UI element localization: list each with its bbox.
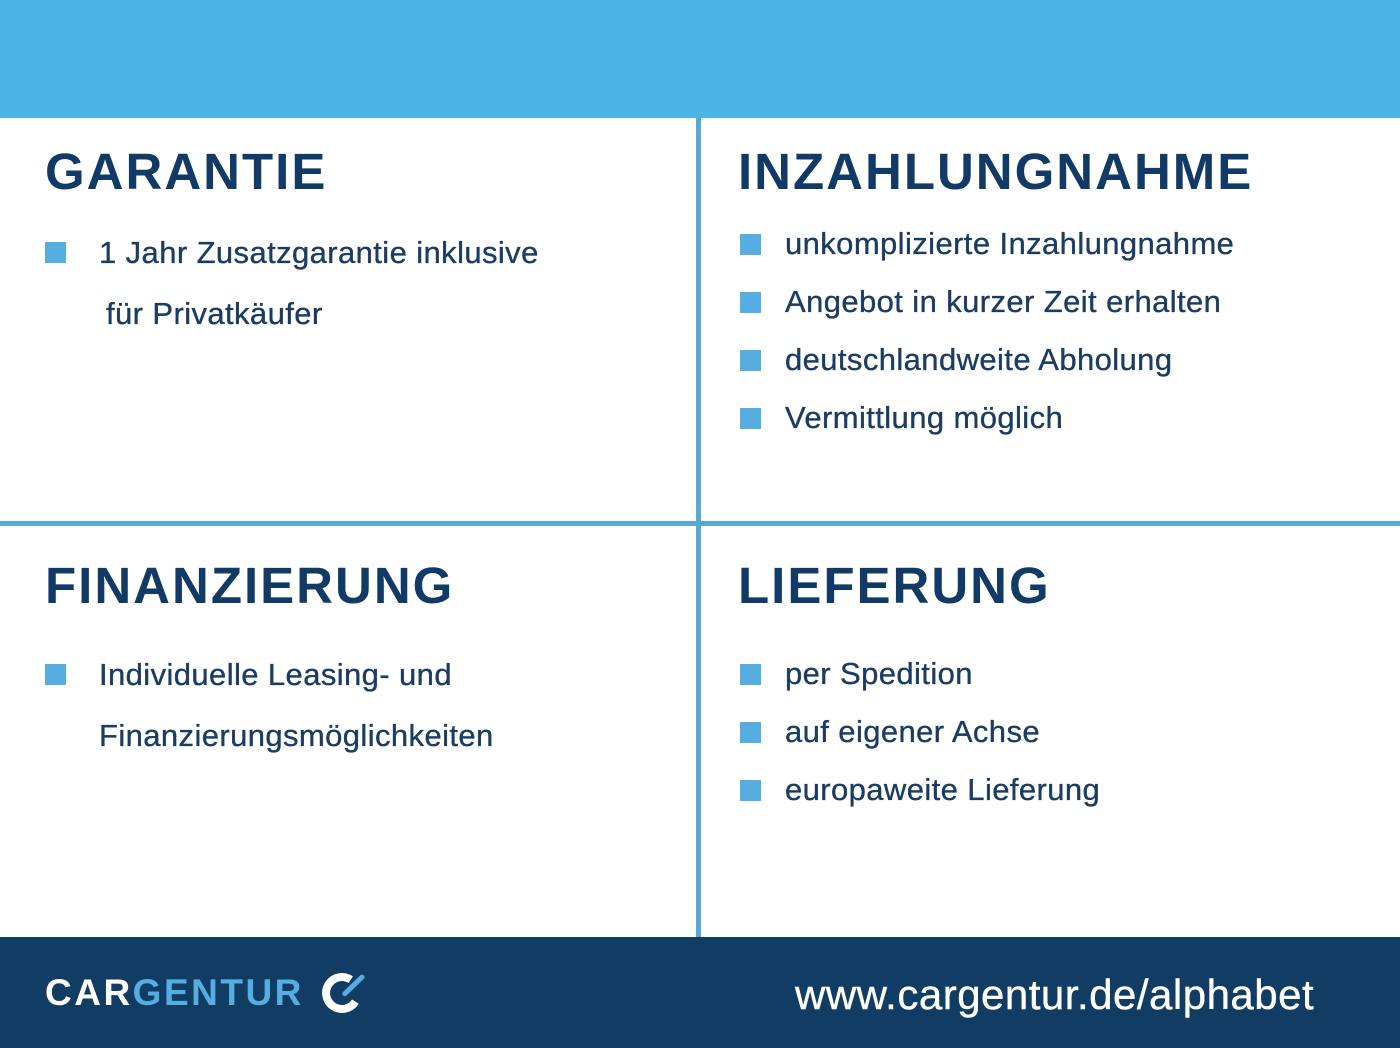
logo-text-gentur: GENTUR (132, 972, 304, 1013)
list-item (738, 716, 1390, 747)
list-item (738, 286, 1390, 317)
section-finanzierung (0, 526, 696, 937)
list-item (45, 236, 686, 344)
list-item (738, 658, 1390, 689)
bullet-square-icon (740, 722, 761, 743)
speedometer-c-icon (320, 970, 366, 1016)
section-title-lieferung: LIEFERUNG (738, 557, 1051, 614)
section-title-inzahlungnahme: INZAHLUNGNAHME (738, 143, 1254, 200)
bullet-list-inzahlungnahme (738, 228, 1390, 433)
list-item-text: europaweite Lieferung (785, 772, 1101, 807)
list-item (738, 774, 1390, 805)
bullet-list-finanzierung (45, 658, 686, 766)
bullet-square-icon (740, 780, 761, 801)
list-item-text: auf eigener Achse (785, 714, 1040, 749)
bullet-square-icon (740, 292, 761, 313)
list-item-text (99, 222, 539, 344)
list-item-text (99, 644, 494, 766)
list-item-text: per Spedition (785, 656, 973, 691)
list-item-text: Vermittlung möglich (785, 400, 1064, 435)
cargentur-logo-text (45, 974, 304, 1011)
list-item (45, 658, 686, 766)
bullet-square-icon (740, 234, 761, 255)
list-item-line: Finanzierungsmöglichkeiten (99, 718, 494, 753)
cargentur-logo (45, 970, 366, 1016)
top-banner (0, 0, 1400, 118)
bullet-list-lieferung (738, 658, 1390, 805)
logo-text-car: CAR (45, 972, 133, 1013)
list-item-text: Angebot in kurzer Zeit erhalten (785, 284, 1222, 319)
section-title-garantie: GARANTIE (45, 143, 328, 200)
section-lieferung (701, 526, 1400, 937)
section-inzahlungnahme (701, 118, 1400, 521)
bullet-list-garantie (45, 236, 686, 344)
list-item-text: deutschlandweite Abholung (785, 342, 1173, 377)
list-item-line: für Privatkäufer (106, 296, 323, 331)
list-item-line: 1 Jahr Zusatzgarantie inklusive (99, 235, 539, 270)
list-item-text: unkomplizierte Inzahlungnahme (785, 226, 1235, 261)
bullet-square-icon (740, 350, 761, 371)
list-item-line: Individuelle Leasing- und (99, 657, 452, 692)
list-item (738, 402, 1390, 433)
list-item (738, 344, 1390, 375)
bullet-square-icon (740, 664, 761, 685)
bullet-square-icon (45, 664, 66, 685)
footer-bar (0, 937, 1400, 1048)
list-item (738, 228, 1390, 259)
website-url: www.cargentur.de/alphabet (795, 970, 1315, 1018)
bullet-square-icon (45, 242, 66, 263)
bullet-square-icon (740, 408, 761, 429)
section-garantie (0, 118, 696, 521)
section-title-finanzierung: FINANZIERUNG (45, 557, 455, 614)
